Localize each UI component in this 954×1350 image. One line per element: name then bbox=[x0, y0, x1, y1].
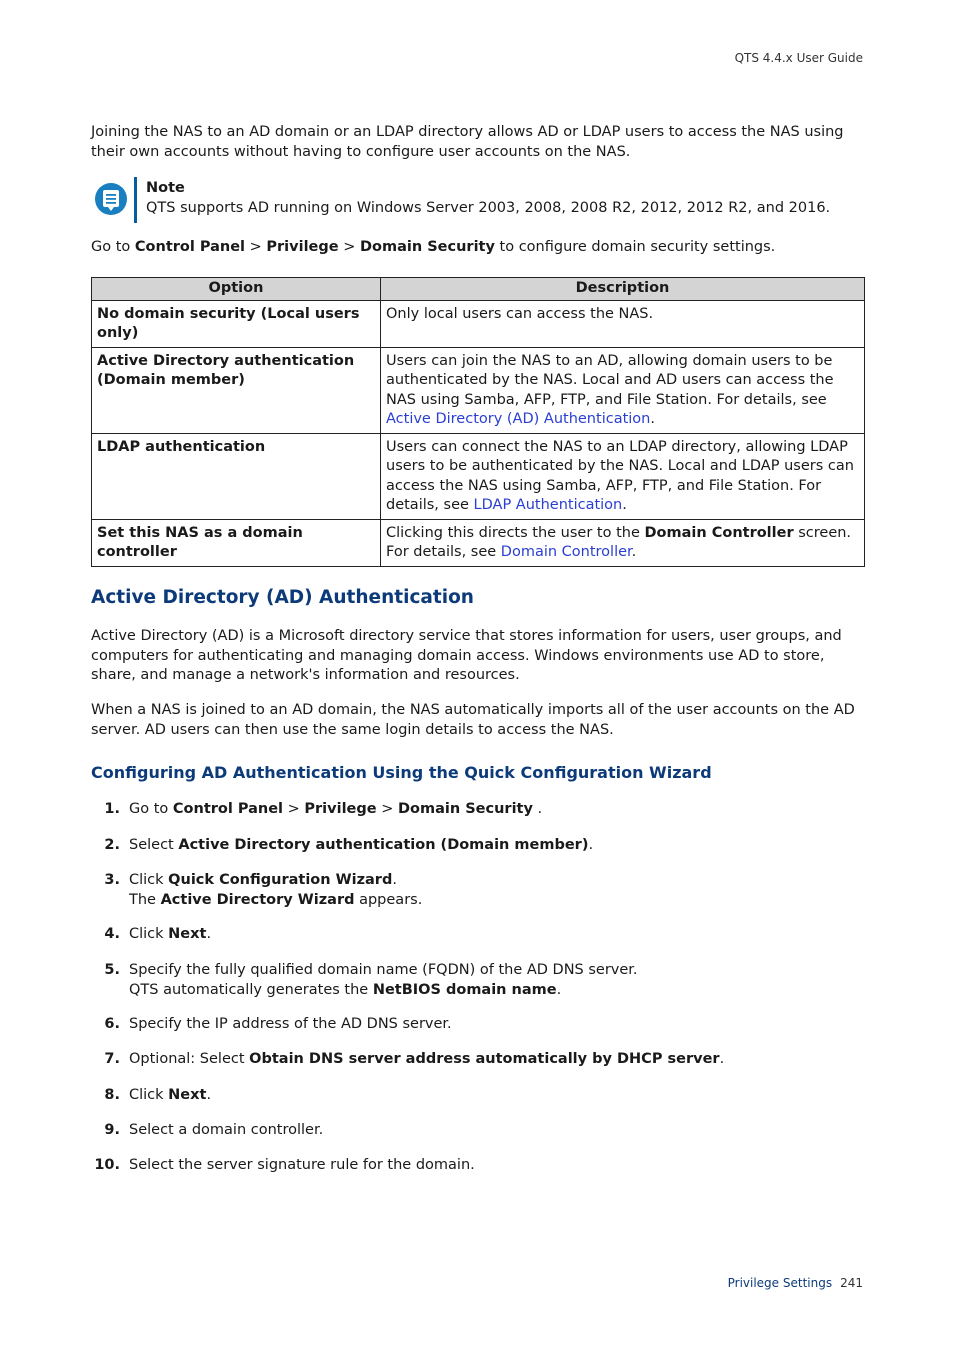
step-text bbox=[129, 871, 422, 910]
punctuation: . bbox=[622, 497, 627, 513]
step-bold: Active Directory Wizard bbox=[160, 891, 355, 908]
step-bold: Obtain DNS server address automatically by DHCP server bbox=[249, 1051, 720, 1067]
note-text: QTS supports AD running on Windows Server 2003, 2008, 2008 R2, 2012, 2012 R2, and 2016. bbox=[146, 200, 831, 216]
step-bold: Active Directory authentication (Domain member) bbox=[178, 837, 589, 853]
step-prefix: Click bbox=[129, 872, 169, 888]
guide-title: QTS 4.4.x User Guide bbox=[734, 51, 863, 65]
navigation-path bbox=[91, 239, 775, 255]
table-row bbox=[92, 300, 865, 347]
step-suffix: . bbox=[392, 872, 397, 888]
path-separator: > bbox=[376, 801, 398, 817]
step-bold: Next bbox=[168, 926, 207, 942]
step-bold: Domain Security bbox=[397, 801, 533, 817]
step-number: 9. bbox=[104, 1122, 120, 1138]
step-text bbox=[129, 1086, 211, 1106]
note-box bbox=[94, 177, 866, 223]
step-prefix: QTS automatically generates the bbox=[129, 981, 373, 998]
step-suffix: . bbox=[532, 801, 543, 817]
step-suffix: appears. bbox=[354, 891, 423, 908]
description-cell bbox=[381, 519, 865, 566]
description-text: Users can join the NAS to an AD, allowing domain users to be authenticated by the NAS. Local and AD users can access the NAS using Samba, AFP, FTP, and File Station. For details, see bbox=[386, 352, 834, 408]
description-cell bbox=[381, 433, 865, 519]
step-number: 8. bbox=[104, 1087, 120, 1103]
step-suffix: . bbox=[206, 926, 212, 942]
step-bold: Quick Configuration Wizard bbox=[168, 872, 393, 888]
step-number: 7. bbox=[104, 1051, 120, 1067]
table-header-row bbox=[92, 278, 865, 301]
page-number: 241 bbox=[840, 1276, 863, 1290]
table-row bbox=[92, 347, 865, 433]
link-ldap-authentication[interactable]: LDAP Authentication bbox=[473, 497, 623, 513]
domain-security-options-table bbox=[91, 277, 865, 567]
path-privilege: Privilege bbox=[266, 239, 339, 255]
step-suffix: . bbox=[588, 837, 594, 853]
step-line: Specify the fully qualified domain name (FQDN) of the AD DNS server. bbox=[129, 962, 638, 978]
link-ad-authentication[interactable]: Active Directory (AD) Authentication bbox=[386, 411, 651, 427]
option-cell: Active Directory authentication (Domain member) bbox=[92, 347, 381, 433]
step-text bbox=[129, 836, 593, 856]
step-text: Select the server signature rule for the domain. bbox=[129, 1157, 475, 1173]
option-cell: No domain security (Local users only) bbox=[92, 300, 381, 347]
intro-paragraph: Joining the NAS to an AD domain or an LDAP directory allows AD or LDAP users to access the NAS using their own accounts without having to configure user accounts on the NAS. bbox=[91, 124, 844, 160]
step-number: 10. bbox=[94, 1157, 120, 1173]
description-text: Users can connect the NAS to an LDAP directory, allowing LDAP users to be authenticated by the NAS. Local and LDAP users can access the NAS using Samba, AFP, FTP, and File Station. For details, see bbox=[386, 438, 854, 513]
goto-suffix: to configure domain security settings. bbox=[494, 239, 776, 255]
punctuation: . bbox=[631, 544, 637, 560]
path-domain-security: Domain Security bbox=[359, 239, 495, 255]
section-heading: Active Directory (AD) Authentication bbox=[91, 587, 474, 608]
note-icon bbox=[94, 182, 128, 216]
option-cell: Set this NAS as a domain controller bbox=[92, 519, 381, 566]
step-text: Specify the IP address of the AD DNS server. bbox=[129, 1016, 452, 1032]
description-cell bbox=[381, 347, 865, 433]
option-cell: LDAP authentication bbox=[92, 433, 381, 519]
punctuation: . bbox=[650, 411, 655, 427]
step-number: 1. bbox=[104, 801, 120, 817]
section-paragraph-1: Active Directory (AD) is a Microsoft directory service that stores information for users, user groups, and computers for authenticating and managing domain access. Windows environments use AD to store, share, and manage a network's information and resources. bbox=[91, 628, 842, 683]
subsection-heading: Configuring AD Authentication Using the Quick Configuration Wizard bbox=[91, 763, 712, 782]
link-domain-controller[interactable]: Domain Controller bbox=[500, 544, 632, 560]
step-prefix: Select bbox=[129, 837, 179, 853]
description-text: screen. For details, see bbox=[386, 524, 852, 560]
step-number: 5. bbox=[104, 962, 120, 978]
step-prefix: Click bbox=[129, 926, 169, 942]
step-bold: Next bbox=[168, 1087, 207, 1103]
step-prefix: Click bbox=[129, 1087, 169, 1103]
footer-section-name: Privilege Settings bbox=[727, 1276, 833, 1290]
step-prefix: Go to bbox=[129, 801, 173, 817]
section-paragraph-2: When a NAS is joined to an AD domain, the NAS automatically imports all of the user accounts on the AD server. AD users can then use the same login details to access the NAS. bbox=[91, 702, 855, 738]
path-separator: > bbox=[283, 801, 305, 817]
step-number: 4. bbox=[104, 926, 120, 942]
step-suffix: . bbox=[556, 981, 562, 998]
step-bold: Privilege bbox=[304, 801, 377, 817]
description-text: Clicking this directs the user to the bbox=[386, 524, 645, 541]
step-text bbox=[129, 925, 211, 945]
step-text bbox=[129, 1050, 724, 1070]
description-bold: Domain Controller bbox=[644, 524, 794, 541]
step-number: 3. bbox=[104, 872, 120, 888]
description-cell: Only local users can access the NAS. bbox=[381, 300, 865, 347]
path-control-panel: Control Panel bbox=[134, 239, 246, 255]
step-number: 2. bbox=[104, 837, 120, 853]
step-text bbox=[129, 961, 638, 1000]
goto-prefix: Go to bbox=[91, 239, 135, 255]
step-bold: NetBIOS domain name bbox=[372, 981, 557, 998]
table-row bbox=[92, 519, 865, 566]
step-suffix: . bbox=[206, 1087, 212, 1103]
note-title: Note bbox=[146, 180, 185, 196]
step-bold: Control Panel bbox=[172, 801, 284, 817]
step-suffix: . bbox=[719, 1051, 725, 1067]
page-footer bbox=[728, 1276, 863, 1290]
column-header-description: Description bbox=[381, 278, 865, 301]
path-separator: > bbox=[245, 239, 267, 255]
note-divider bbox=[134, 177, 137, 223]
step-text bbox=[129, 800, 542, 820]
step-prefix: Optional: Select bbox=[129, 1051, 250, 1067]
step-number: 6. bbox=[104, 1016, 120, 1032]
column-header-option: Option bbox=[92, 278, 381, 301]
path-separator: > bbox=[338, 239, 360, 255]
step-prefix: The bbox=[129, 891, 161, 908]
step-text: Select a domain controller. bbox=[129, 1122, 324, 1138]
table-row bbox=[92, 433, 865, 519]
